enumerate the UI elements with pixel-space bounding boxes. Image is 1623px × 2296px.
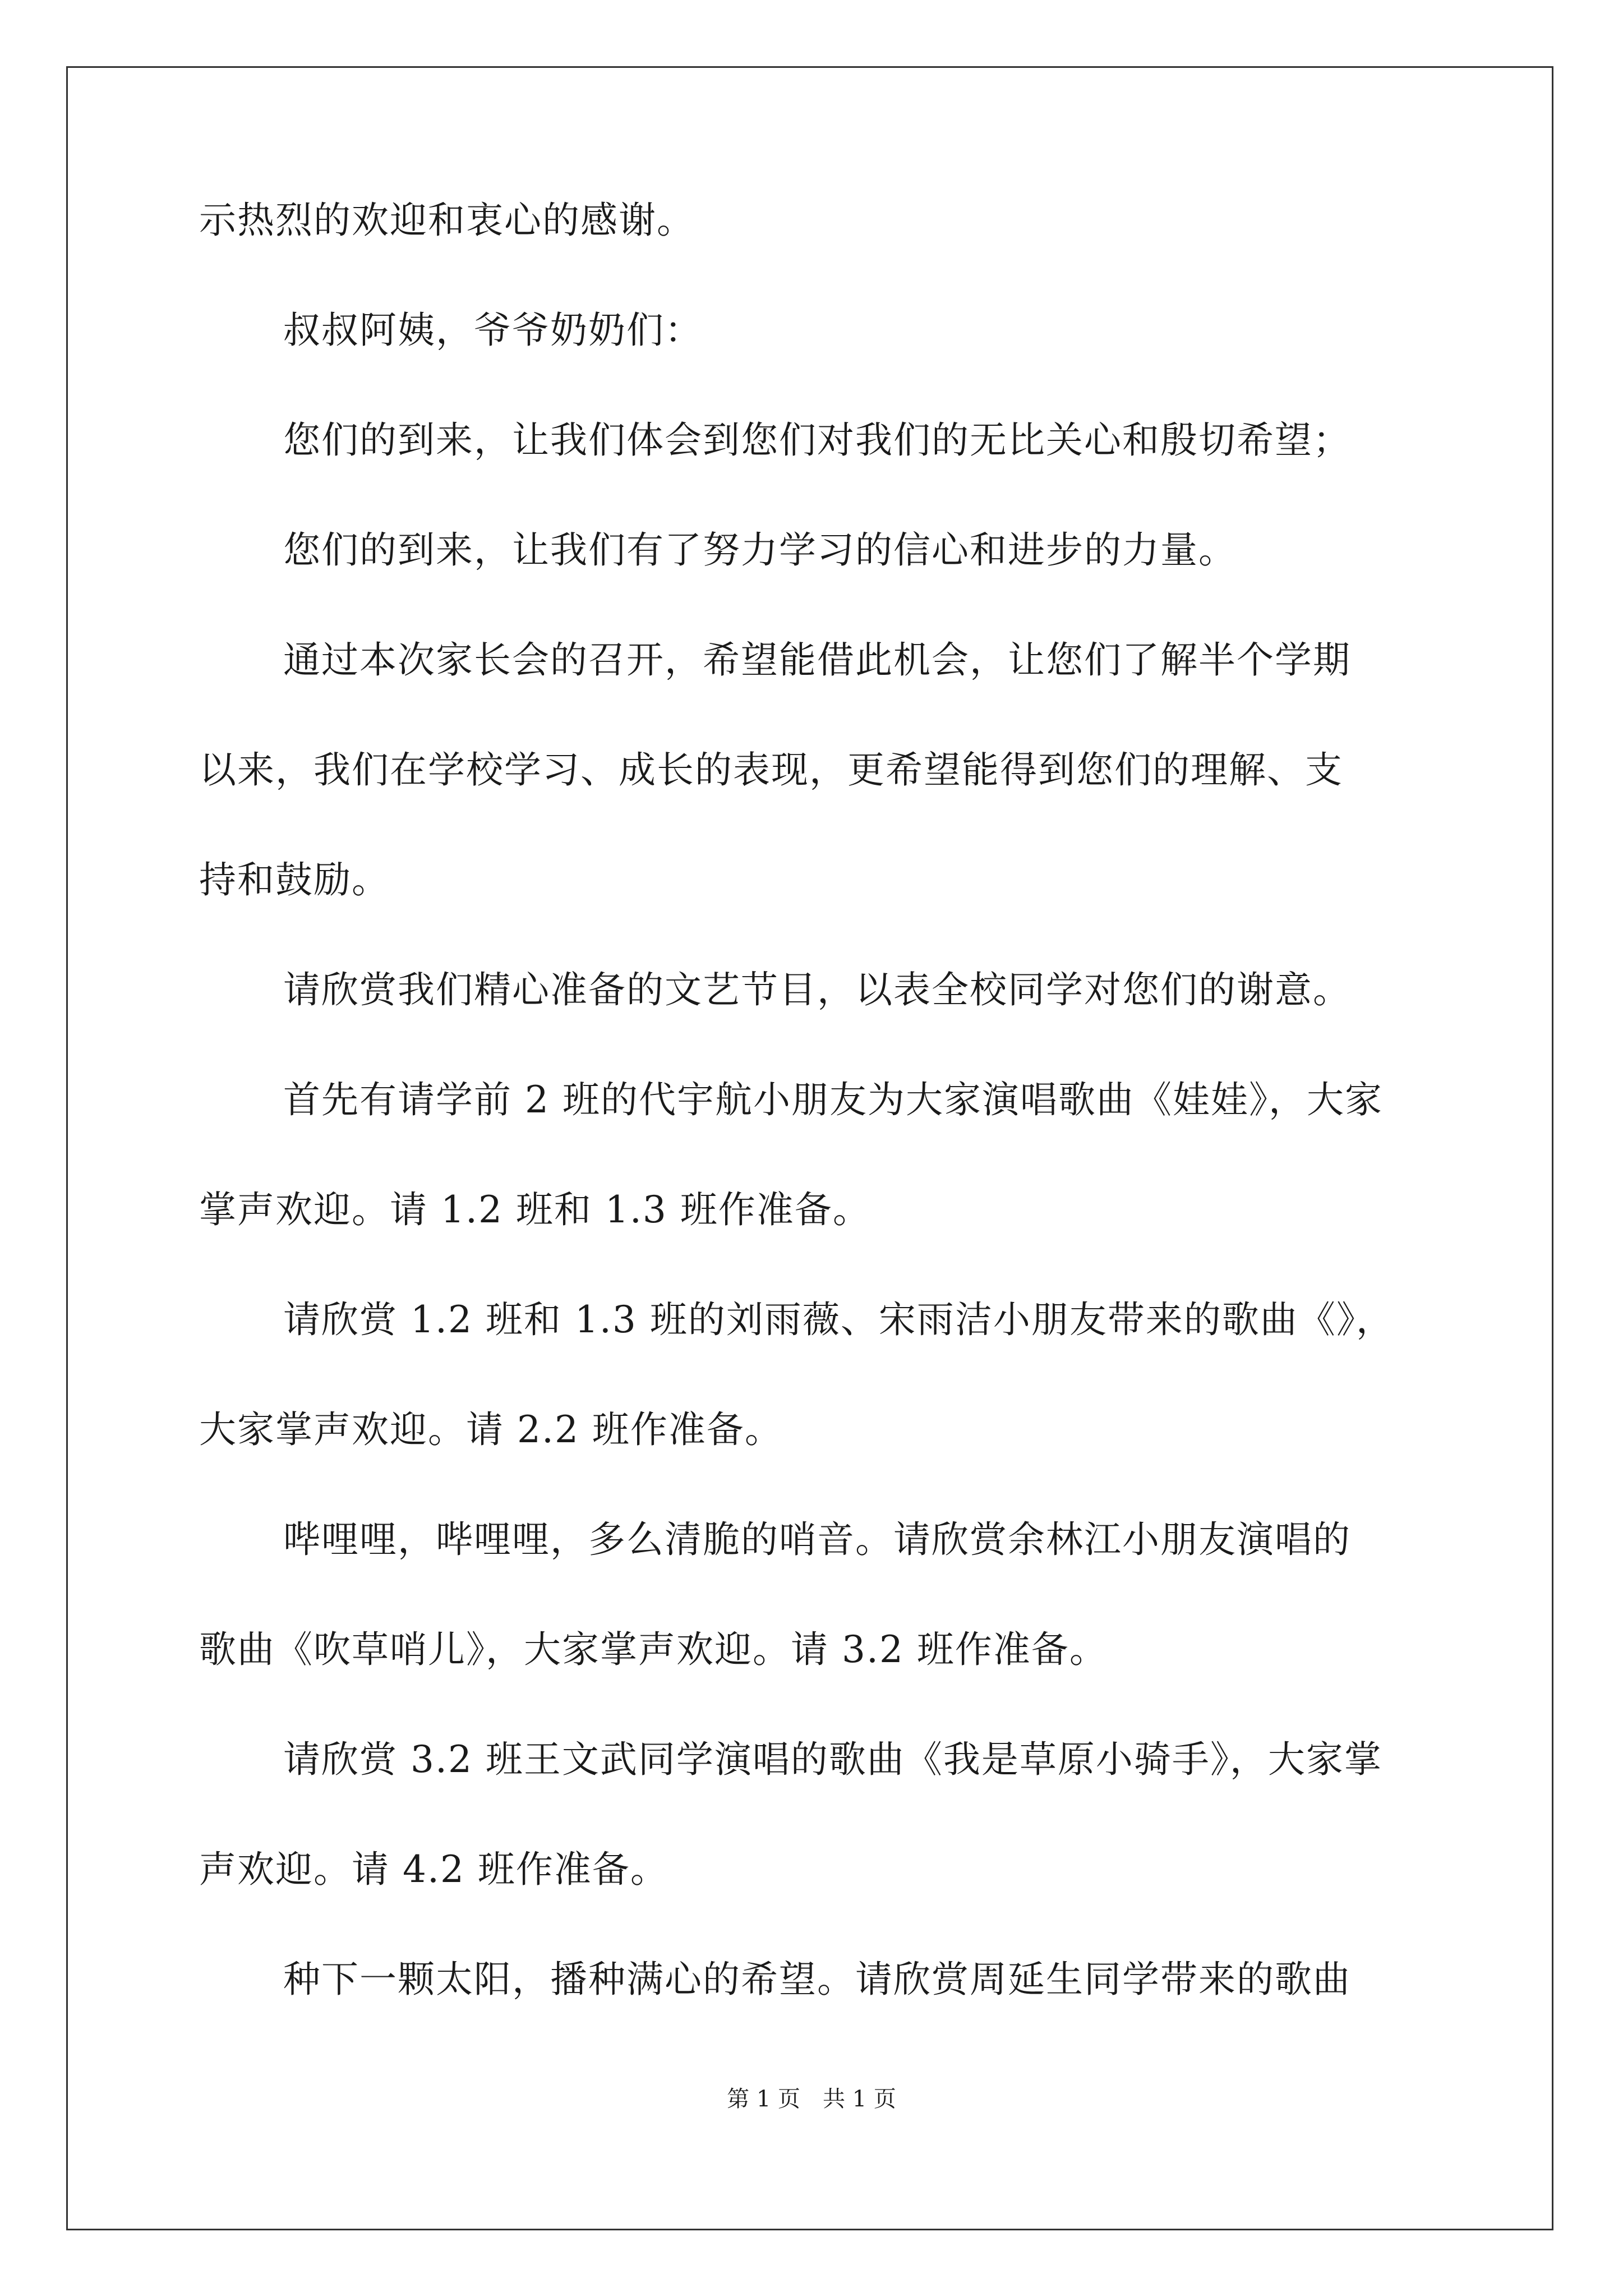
paragraph-line: 叔叔阿姨，爷爷奶奶们： — [283, 309, 703, 352]
paragraph-line: 歌曲《吹草哨儿》，大家掌声欢迎。请 3.2 班作准备。 — [199, 1628, 1108, 1671]
paragraph-line: 掌声欢迎。请 1.2 班和 1.3 班作准备。 — [199, 1188, 871, 1231]
paragraph-line: 声欢迎。请 4.2 班作准备。 — [199, 1848, 668, 1891]
paragraph-line: 您们的到来，让我们体会到您们对我们的无比关心和殷切希望； — [283, 418, 1351, 462]
paragraph-line: 请欣赏我们精心准备的文艺节目，以表全校同学对您们的谢意。 — [283, 968, 1351, 1011]
paragraph-line: 大家掌声欢迎。请 2.2 班作准备。 — [199, 1408, 783, 1451]
paragraph-line: 种下一颗太阳，播种满心的希望。请欣赏周延生同学带来的歌曲 — [283, 1958, 1351, 2001]
paragraph-line: 通过本次家长会的召开，希望能借此机会，让您们了解半个学期 — [283, 638, 1351, 682]
paragraph-line: 请欣赏 1.2 班和 1.3 班的刘雨薇、宋雨洁小朋友带来的歌曲《》， — [283, 1298, 1394, 1341]
paragraph-line: 持和鼓励。 — [199, 858, 390, 901]
paragraph-line: 哔哩哩，哔哩哩，多么清脆的哨音。请欣赏余林江小朋友演唱的 — [283, 1518, 1351, 1561]
paragraph-line: 您们的到来，让我们有了努力学习的信心和进步的力量。 — [283, 528, 1237, 572]
paragraph-line: 示热烈的欢迎和衷心的感谢。 — [199, 199, 695, 242]
paragraph-line: 以来，我们在学校学习、成长的表现，更希望能得到您们的理解、支 — [199, 748, 1343, 792]
page-footer: 第 1 页 共 1 页 — [727, 2086, 896, 2112]
paragraph-line: 请欣赏 3.2 班王文武同学演唱的歌曲《我是草原小骑手》，大家掌 — [283, 1738, 1382, 1781]
page-border — [66, 66, 1553, 2230]
paragraph-line: 首先有请学前 2 班的代宇航小朋友为大家演唱歌曲《娃娃》，大家 — [283, 1078, 1383, 1121]
